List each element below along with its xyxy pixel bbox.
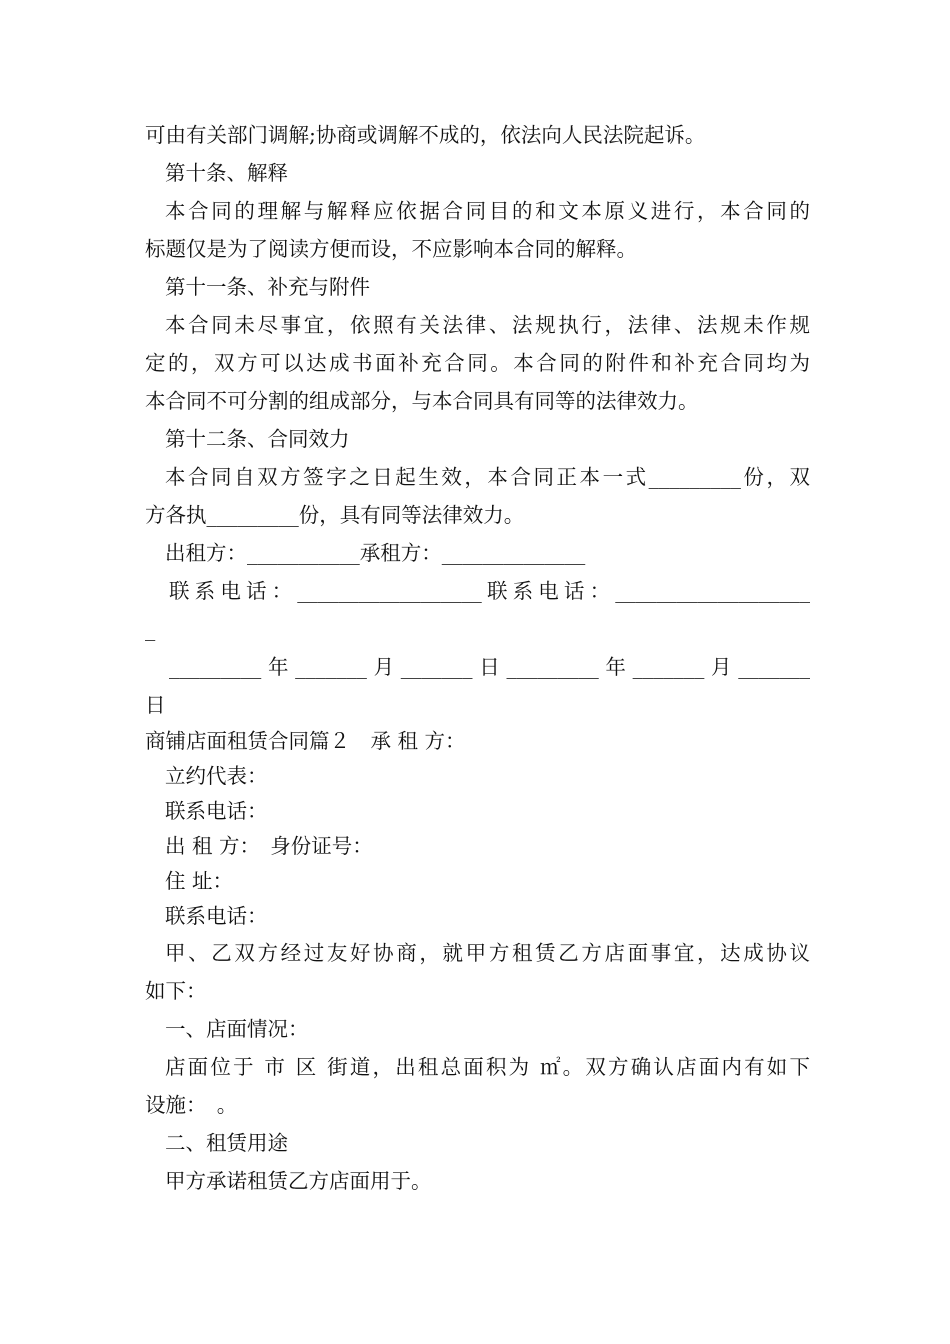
paragraph-line: 住 址： (165, 869, 234, 893)
paragraph-line: 设施： 。 (145, 1093, 238, 1117)
paragraph-line: 定的，双方可以达成书面补充合同。本合同的附件和补充合同均为 (145, 351, 810, 375)
paragraph-line: 联系电话： (165, 799, 268, 823)
clause-heading-10: 第十条、解释 (165, 161, 288, 185)
contact-phone-line: 联系电话：__________________联系电话：___________________ (169, 579, 810, 603)
paragraph-line: 店面位于 市 区 街道，出租总面积为 ㎡。双方确认店面内有如下 (165, 1055, 810, 1079)
paragraph-line: 标题仅是为了阅读方便而设，不应影响本合同的解释。 (145, 237, 637, 261)
paragraph-line: _ (145, 617, 156, 641)
paragraph-line: 联系电话： (165, 904, 268, 928)
signature-parties-line: 出租方：___________承租方：______________ (165, 541, 586, 565)
paragraph-line: 出 租 方： 身份证号： (165, 834, 373, 858)
paragraph-line: 方各执_________份，具有同等法律效力。 (145, 503, 525, 527)
paragraph-line: 日 (145, 693, 166, 717)
clause-heading-11: 第十一条、补充与附件 (165, 275, 370, 299)
paragraph-line: 可由有关部门调解;协商或调解不成的，依法向人民法院起诉。 (145, 123, 706, 147)
document-page (145, 116, 810, 1200)
paragraph-line: 本合同的理解与解释应依据合同目的和文本原义进行，本合同的 (165, 199, 810, 223)
section-title: 商铺店面租赁合同篇２ 承 租 方： (145, 729, 466, 753)
signature-date-line: _________年_______月_______日_________年_______月_______ (169, 655, 810, 679)
paragraph-line: 本合同不可分割的组成部分，与本合同具有同等的法律效力。 (145, 389, 699, 413)
paragraph-line: 甲方承诺租赁乙方店面用于。 (165, 1169, 432, 1193)
clause-heading-12: 第十二条、合同效力 (165, 427, 350, 451)
paragraph-line: 甲、乙双方经过友好协商，就甲方租赁乙方店面事宜，达成协议 (165, 941, 810, 965)
paragraph-line: 本合同未尽事宜，依照有关法律、法规执行，法律、法规未作规 (165, 313, 810, 337)
section-heading: 一、店面情况： (165, 1017, 309, 1041)
paragraph-line: 如下： (145, 979, 207, 1003)
paragraph-line: 本合同自双方签字之日起生效，本合同正本一式_________份，双 (165, 465, 810, 489)
paragraph-line: 立约代表： (165, 764, 268, 788)
section-heading: 二、租赁用途 (165, 1131, 288, 1155)
